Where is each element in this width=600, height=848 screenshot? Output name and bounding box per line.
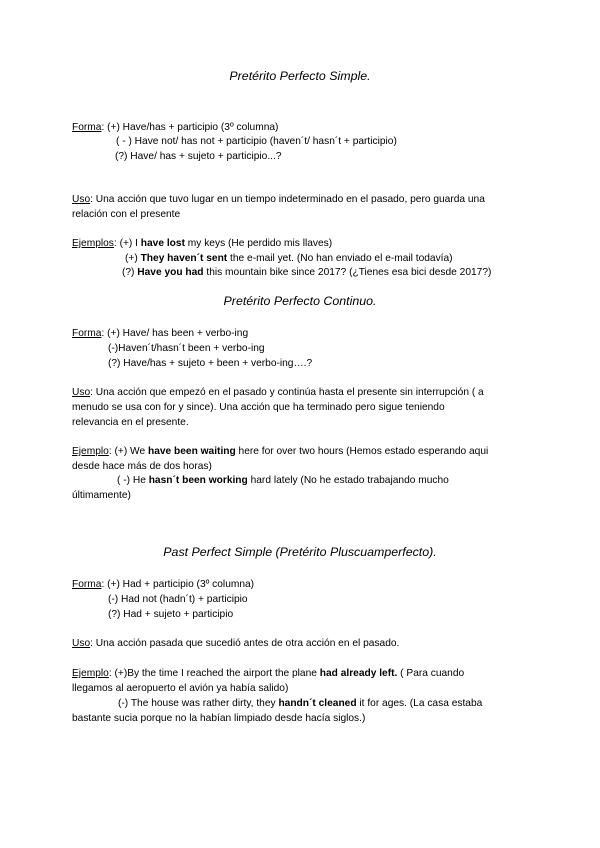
s1-uso-line-1 <box>72 192 485 207</box>
s1-forma-label: Forma <box>72 122 102 133</box>
s2-ej2-pre: ( -) He <box>117 475 149 486</box>
s2-ejemplo-2 <box>117 473 449 488</box>
section-2-title: Pretérito Perfecto Continuo. <box>223 294 377 308</box>
s1-ejemplo-2 <box>125 251 453 266</box>
s3-uso-text-1: : Una acción pasada que sucedió antes de otra acción en el pasado. <box>90 638 400 649</box>
s1-ej1-post: my keys (He perdido mis llaves) <box>184 238 333 249</box>
s3-ej1-pre: : (+)By the time I reached the airport the plane <box>108 668 320 679</box>
s1-ejemplos-label: Ejemplos <box>72 238 114 249</box>
s3-ejemplo-2-cont: bastante sucia porque no la habían limpiado desde hacía siglos.) <box>72 713 366 724</box>
s3-forma-label: Forma <box>72 579 102 590</box>
s3-forma-affirmative: : (+) Had + participio (3º columna) <box>101 579 255 590</box>
s1-ej3-pre: (?) <box>122 267 138 278</box>
s3-ej1-post: ( Para cuando <box>397 668 465 679</box>
s1-forma-line <box>72 120 278 135</box>
s3-ejemplo-1-cont: llegamos al aeropuerto el avión ya había salido) <box>72 683 289 694</box>
s3-uso-line-1 <box>72 636 399 651</box>
s1-uso-text-1: : Una acción que tuvo lugar en un tiempo indeterminado en el pasado, pero guarda una <box>90 194 485 205</box>
s1-uso-line-2: relación con el presente <box>72 209 181 220</box>
s3-ej2-post: it for ages. (La casa estaba <box>356 698 483 709</box>
s3-ej1-verb: had already left. <box>319 668 398 679</box>
s3-ejemplo-1 <box>72 666 464 681</box>
s1-ej1-pre: : (+) I <box>113 238 141 249</box>
s2-ej1-post: here for over two hours (Hemos estado esperando aqui <box>235 446 489 457</box>
s3-ej2-pre: (-) The house was rather dirty, they <box>118 698 279 709</box>
s2-forma-label: Forma <box>72 328 102 339</box>
s1-ej2-verb: They haven´t sent <box>140 253 228 264</box>
section-1-title: Pretérito Perfecto Simple. <box>229 69 371 83</box>
s3-forma-line <box>72 577 254 592</box>
s2-uso-label: Uso <box>72 387 91 398</box>
s2-ejemplo-label: Ejemplo <box>72 446 109 457</box>
s1-forma-negative: ( - ) Have not/ has not + participio (haven´t/ hasn´t + participio) <box>116 136 397 147</box>
s2-ejemplo-1 <box>72 444 488 459</box>
s2-ejemplo-1-cont: desde hace más de dos horas) <box>72 461 212 472</box>
s3-forma-negative: (-) Had not (hadn´t) + participio <box>108 594 248 605</box>
s1-ej3-post: this mountain bike since 2017? (¿Tienes esa bici desde 2017?) <box>203 267 492 278</box>
s1-forma-affirmative: : (+) Have/has + participio (3º columna) <box>101 122 279 133</box>
s2-forma-line <box>72 326 248 341</box>
s2-ejemplo-2-cont: últimamente) <box>72 490 131 501</box>
s3-forma-question: (?) Had + sujeto + participio <box>108 609 234 620</box>
s2-ej1-pre: : (+) We <box>108 446 148 457</box>
s2-ej2-post: hard lately (No he estado trabajando mucho <box>247 475 449 486</box>
s1-ej2-post: the e-mail yet. (No han enviado el e-mail todavía) <box>227 253 453 264</box>
s3-ejemplo-2 <box>118 696 482 711</box>
s1-ejemplo-1 <box>72 236 332 251</box>
s2-forma-question: (?) Have/has + sujeto + been + verbo-ing….? <box>108 358 313 369</box>
s2-uso-text-1: : Una acción que empezó en el pasado y continúa hasta el presente sin interrupción ( a <box>90 387 484 398</box>
s3-ej2-verb: handn´t cleaned <box>278 698 357 709</box>
s1-ej1-verb: have lost <box>140 238 185 249</box>
s1-forma-question: (?) Have/ has + sujeto + participio...? <box>115 151 282 162</box>
s2-uso-line-2: menudo se usa con for y since). Una acción que ha terminado pero sigue teniendo <box>72 402 445 413</box>
s2-uso-line-1 <box>72 385 484 400</box>
s2-ej1-verb: have been waiting <box>147 446 236 457</box>
s3-uso-label: Uso <box>72 638 91 649</box>
s1-uso-label: Uso <box>72 194 91 205</box>
s2-forma-affirmative: : (+) Have/ has been + verbo-ing <box>101 328 249 339</box>
s1-ej3-verb: Have you had <box>137 267 204 278</box>
s1-ejemplo-3 <box>122 265 491 280</box>
s2-uso-line-3: relevancia en el presente. <box>72 417 189 428</box>
s3-ejemplo-label: Ejemplo <box>72 668 109 679</box>
s2-ej2-verb: hasn´t been working <box>148 475 248 486</box>
s2-forma-negative: (-)Haven´t/hasn´t been + verbo-ing <box>108 343 265 354</box>
s1-ej2-pre: (+) <box>125 253 141 264</box>
section-3-title: Past Perfect Simple (Pretérito Pluscuamperfecto). <box>163 545 437 559</box>
